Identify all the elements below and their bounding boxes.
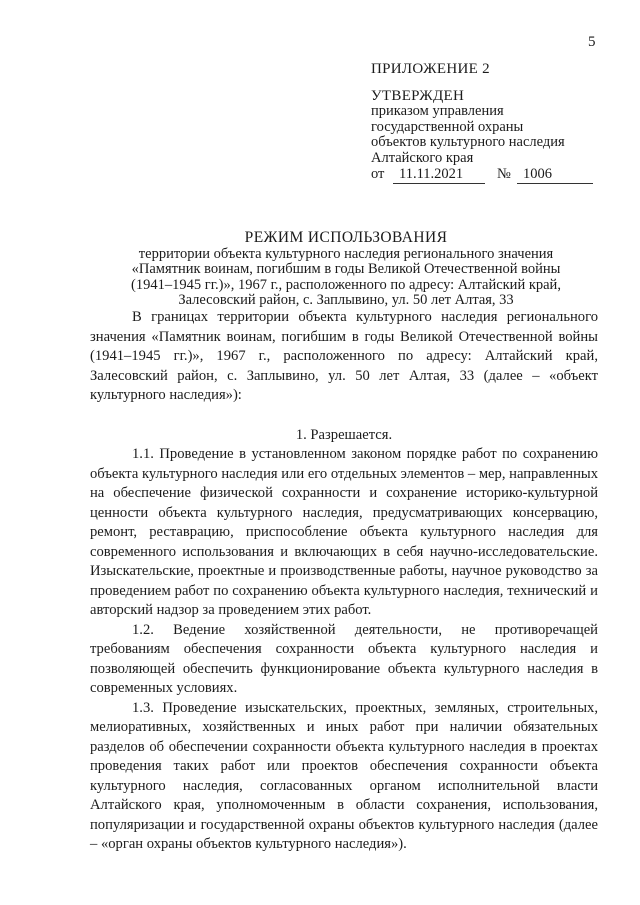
number-label: № <box>497 166 511 182</box>
document-title: РЕЖИМ ИСПОЛЬЗОВАНИЯ <box>244 229 448 246</box>
title-line: (1941–1945 гг.)», 1967 г., расположенного по адресу: Алтайский край, <box>131 276 561 293</box>
appendix-label: ПРИЛОЖЕНИЕ 2 <box>371 61 490 77</box>
page-number: 5 <box>588 34 596 50</box>
order-date-number <box>371 167 621 187</box>
document-title-block <box>96 230 596 309</box>
order-number: 1006 <box>517 167 593 184</box>
document-body <box>90 308 598 855</box>
approval-line: объектов культурного наследия <box>371 134 565 150</box>
clause-1-2: 1.2. Ведение хозяйственной деятельности, не противоречащей требованиям обеспечения сохранности объекта культурного наследия и позволяющей обеспечить функционирование объекта культурного наследия в современных условиях. <box>90 621 598 696</box>
intro-paragraph: В границах территории объекта культурного наследия регионального значения «Памятник воинам, погибшим в годы Великой Отечественной войны (1941–1945 гг.)», 1967 г., расположенного по адресу: Алтайский край, Залесовский район, с. Заплывино, ул. 50 лет Алтая, 33 (далее – «объект культурного наследия»): <box>90 309 598 403</box>
title-line: «Памятник воинам, погибшим в годы Великой Отечественной войны <box>131 261 561 277</box>
clause-1-1: 1.1. Проведение в установленном законом порядке работ по сохранению объекта культурного наследия или его отдельных элементов – мер, направленных на обеспечение физической сохранности и сохранение историко-культурной ценности объекта культурного наследия, предусматривающих консервацию, ремонт, реставрацию, приспособление объекта культурного наследия для современного использования и включающих в себя научно-исследовательские. Изыскательские, проектные и производственные работы, научное руководство за проведением работ по сохранению объекта культурного наследия, технический и авторский надзор за проведением этих работ. <box>90 446 598 618</box>
from-label: от <box>371 166 385 182</box>
order-date: 11.11.2021 <box>393 167 485 184</box>
title-line: территории объекта культурного наследия регионального значения <box>138 245 554 262</box>
approval-line: приказом управления <box>371 103 504 119</box>
section-heading: 1. Разрешается. <box>295 426 393 443</box>
title-line: Залесовский район, с. Заплывино, ул. 50 лет Алтая, 33 <box>178 292 514 308</box>
approval-line: государственной охраны <box>371 118 524 135</box>
approved-label: УТВЕРЖДЕН <box>371 87 465 104</box>
approval-block <box>371 62 621 187</box>
approval-line: Алтайского края <box>371 149 474 166</box>
clause-1-3: 1.3. Проведение изыскательских, проектных, земляных, строительных, мелиоративных, хозяйственных и иных работ при наличии обязательных разделов об обеспечении сохранности объекта культурного наследия в проектах проведения таких работ или проектов обеспечения сохранности объекта культурного наследия, согласованных органом исполнительной власти Алтайского края, уполномоченным в области сохранения, использования, популяризации и государственной охраны объектов культурного наследия (далее – «орган охраны объектов культурного наследия»). <box>90 699 598 852</box>
